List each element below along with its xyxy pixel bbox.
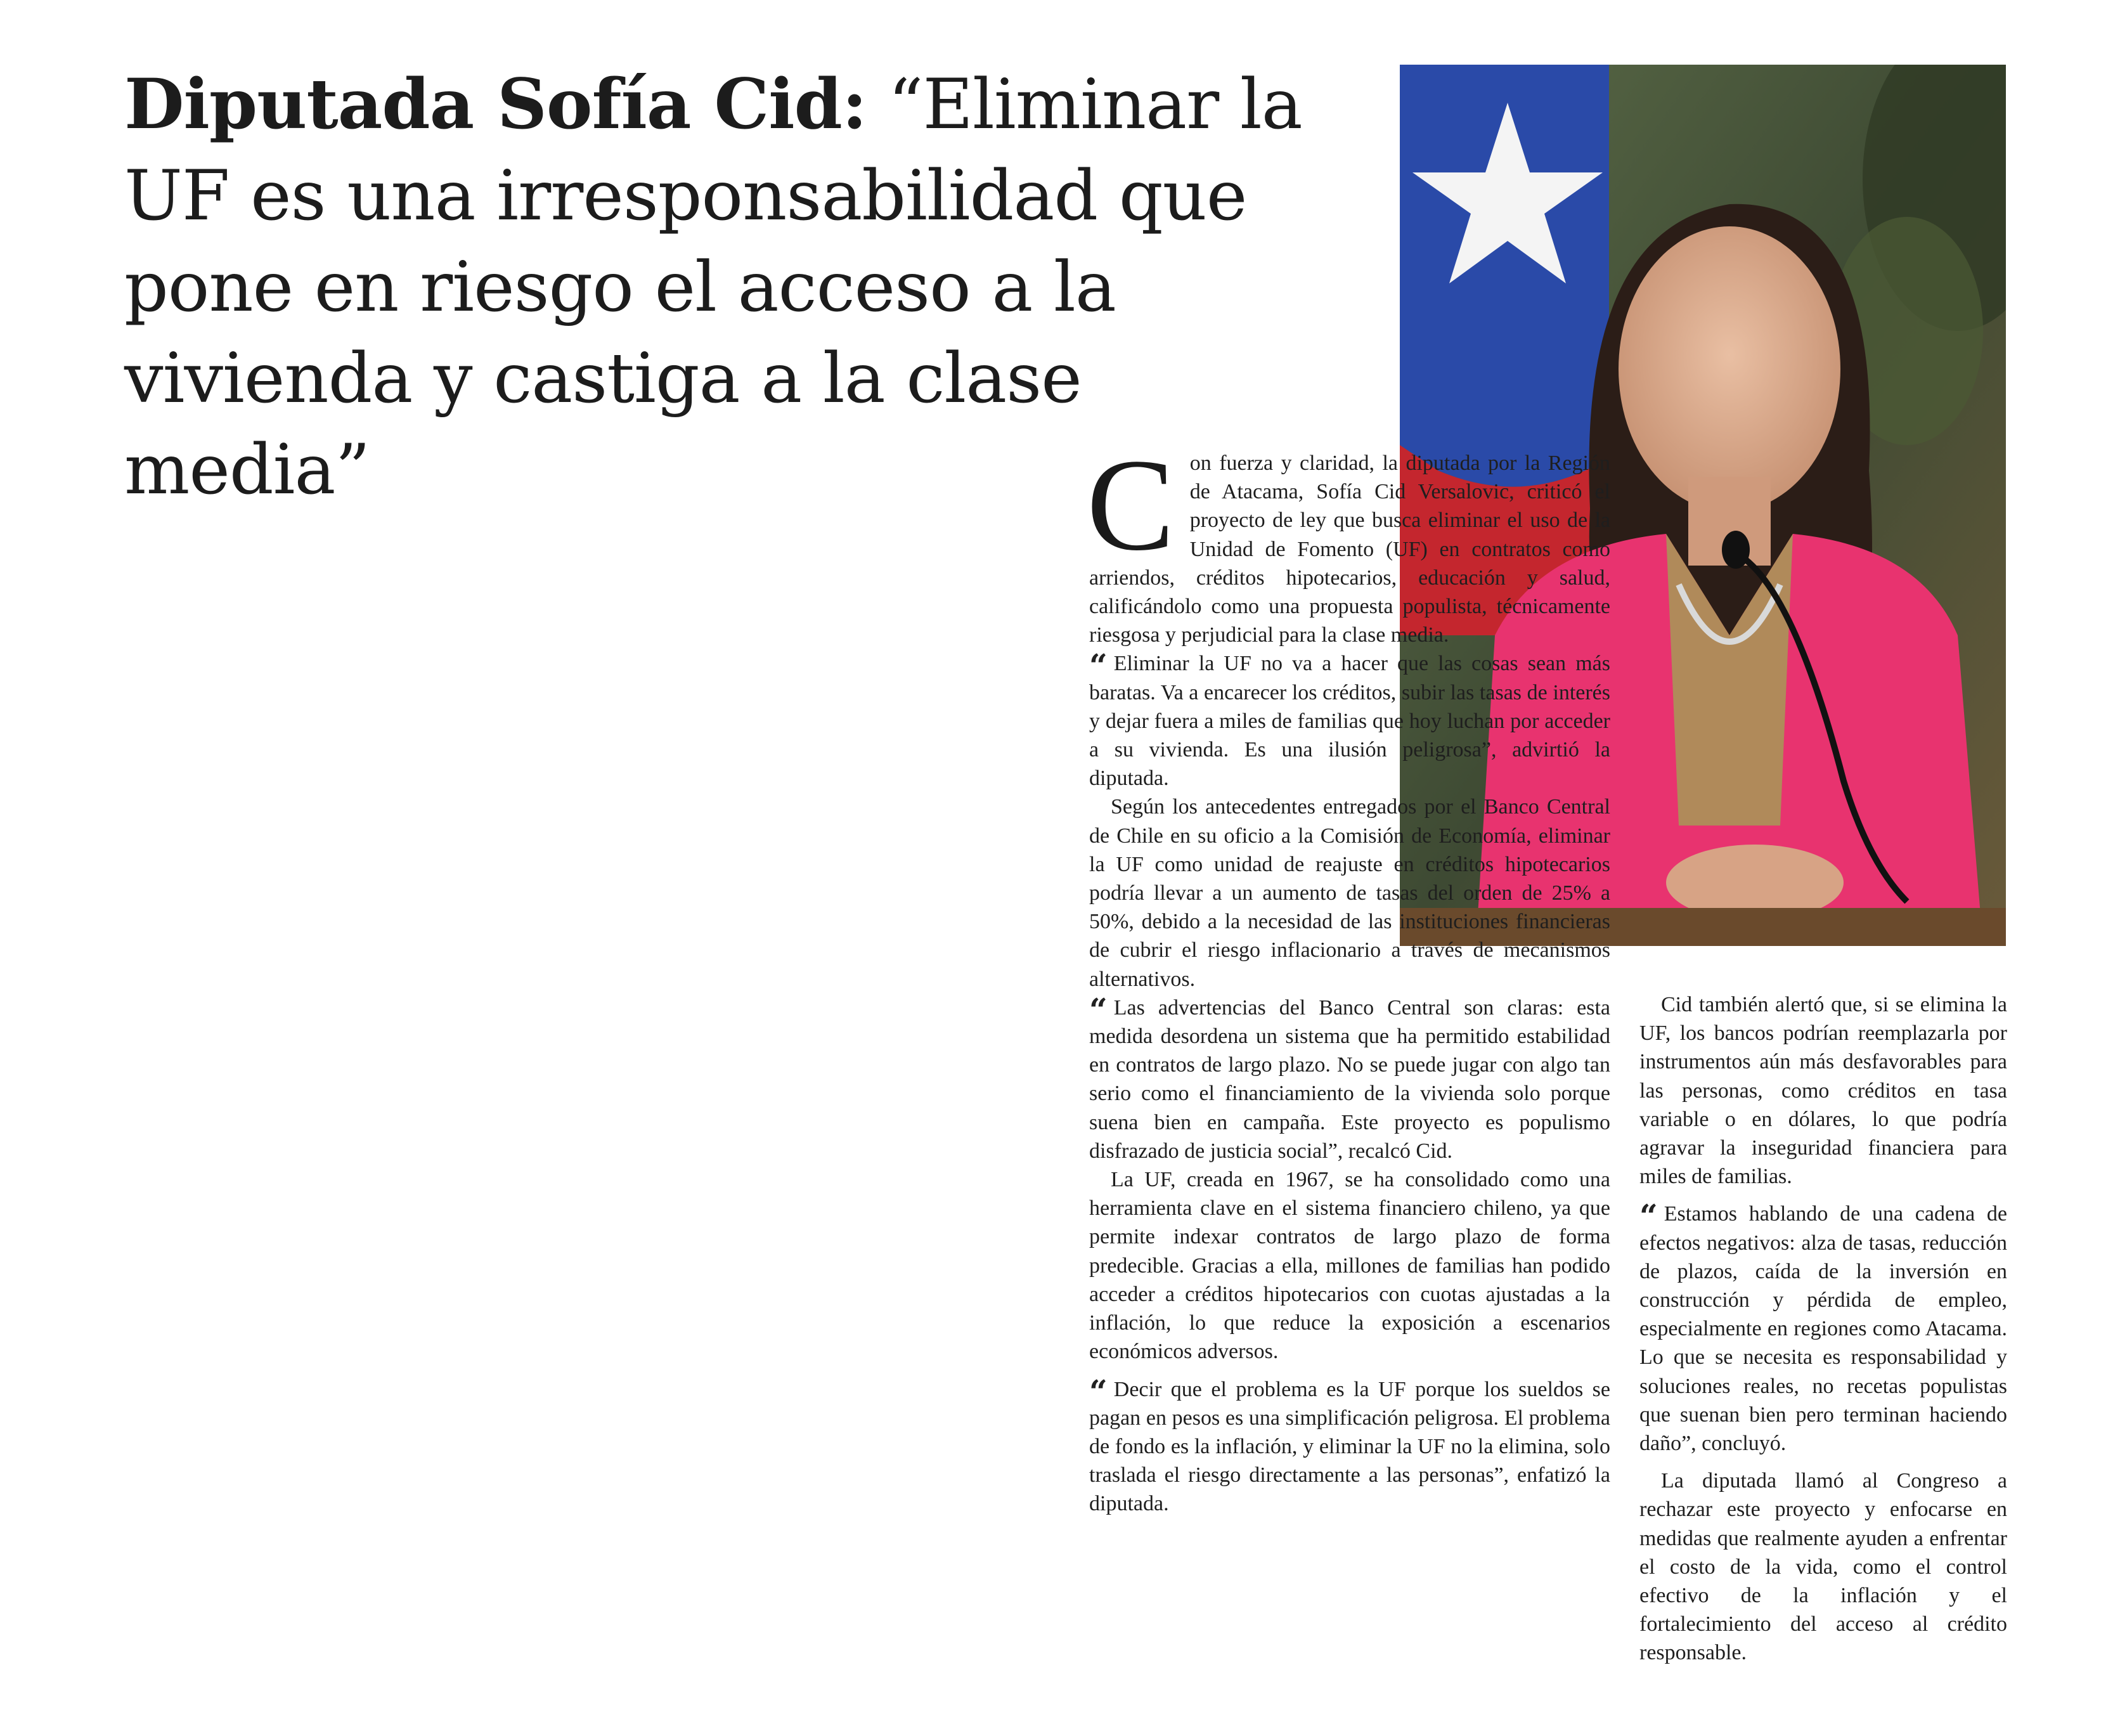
- drop-cap: C: [1087, 432, 1175, 578]
- paragraph-final: La diputada llamó al Congreso a rechazar este proyecto y enfocarse en medidas que realmente ayuden a enfrentar el costo de la vida, como el control efectivo de la inflación y el fortalecimiento del acceso al crédito responsable.: [1639, 1469, 2007, 1665]
- article-column-left: [1087, 432, 1610, 1519]
- quote-2-text: Las advertencias del Banco Central son claras: esta medida desordena un sistema que ha permitido estabilidad en contratos de largo plazo. No se puede jugar con algo tan serio como el financiamiento de la vivienda solo porque suena bien en campaña. Este proyecto es populismo disfrazado de justicia social”, recalcó Cid.: [1089, 995, 1610, 1163]
- headline-name: Diputada Sofía Cid:: [124, 63, 867, 145]
- article-intro: on fuerza y claridad, la diputada por la Región de Atacama, Sofía Cid Versalovic, criticó el proyecto de ley que busca eliminar el uso de la Unidad de Fomento (UF) en contratos como arriendos, créditos hipotecarios, educación y salud, calificándolo como una propuesta populista, técnicamente riesgosa y perjudicial para la clase media.: [1089, 451, 1610, 647]
- paragraph-uf-historia: La UF, creada en 1967, se ha consolidado como una herramienta clave en el sistema financiero chileno, ya que permite indexar contratos de largo plazo de forma predecible. Gracias a ella, millones de familias han podido acceder a créditos hipotecarios con cuotas ajustadas a la inflación, lo que reduce la exposición a escenarios económicos adversos.: [1089, 1168, 1610, 1364]
- article-column-right: [1639, 990, 2007, 1668]
- quote-3-text: Decir que el problema es la UF porque los sueldos se pagan en pesos es una simplificación peligrosa. El problema de fondo es la inflación, y eliminar la UF no la elimina, solo traslada el riesgo directamente a las personas”, enfatizó la diputada.: [1089, 1377, 1610, 1516]
- quote-mark-icon: “: [1639, 1197, 1658, 1235]
- headline-quote: “Eliminar la UF es una irresponsabilidad que pone en riesgo el acceso a la vivienda y castiga a la clase media”: [124, 64, 1302, 510]
- quote-3: [1089, 1372, 1610, 1519]
- quote-1: [1089, 649, 1610, 793]
- quote-4: [1639, 1197, 2007, 1458]
- quote-4-text: Estamos hablando de una cadena de efectos negativos: alza de tasas, reducción de plazos, caída de la inversión en construcción y pérdida de empleo, especialmente en regiones como Atacama. Lo que se necesita es responsabilidad y soluciones reales, no recetas populistas que suenan bien pero terminan haciendo daño”, concluyó.: [1639, 1202, 2007, 1456]
- paragraph-banco-central: Según los antecedentes entregados por el Banco Central de Chile en su oficio a la Comisión de Economía, eliminar la UF como unidad de reajuste en créditos hipotecarios podría llevar a un aumento de tasas del orden de 25% a 50%, debido a la necesidad de las instituciones financieras de cubrir el riesgo inflacionario a través de mecanismos alternativos.: [1089, 795, 1610, 991]
- quote-mark-icon: “: [1089, 1372, 1108, 1410]
- paragraph-alerta: Cid también alertó que, si se elimina la UF, los bancos podrían reemplazarla por instrumentos aún más desfavorables para las personas, como créditos en tasa variable o en dólares, lo que podría agravar la inseguridad financiera para miles de familias.: [1639, 993, 2007, 1189]
- quote-1-text: Eliminar la UF no va a hacer que las cosas sean más baratas. Va a encarecer los créditos, subir las tasas de interés y dejar fuera a miles de familias que hoy luchan por acceder a su vivienda. Es una ilusión peligrosa”, advirtió la diputada.: [1089, 652, 1610, 791]
- quote-mark-icon: “: [1089, 990, 1108, 1028]
- quote-mark-icon: “: [1089, 647, 1108, 685]
- quote-2: [1089, 990, 1610, 1165]
